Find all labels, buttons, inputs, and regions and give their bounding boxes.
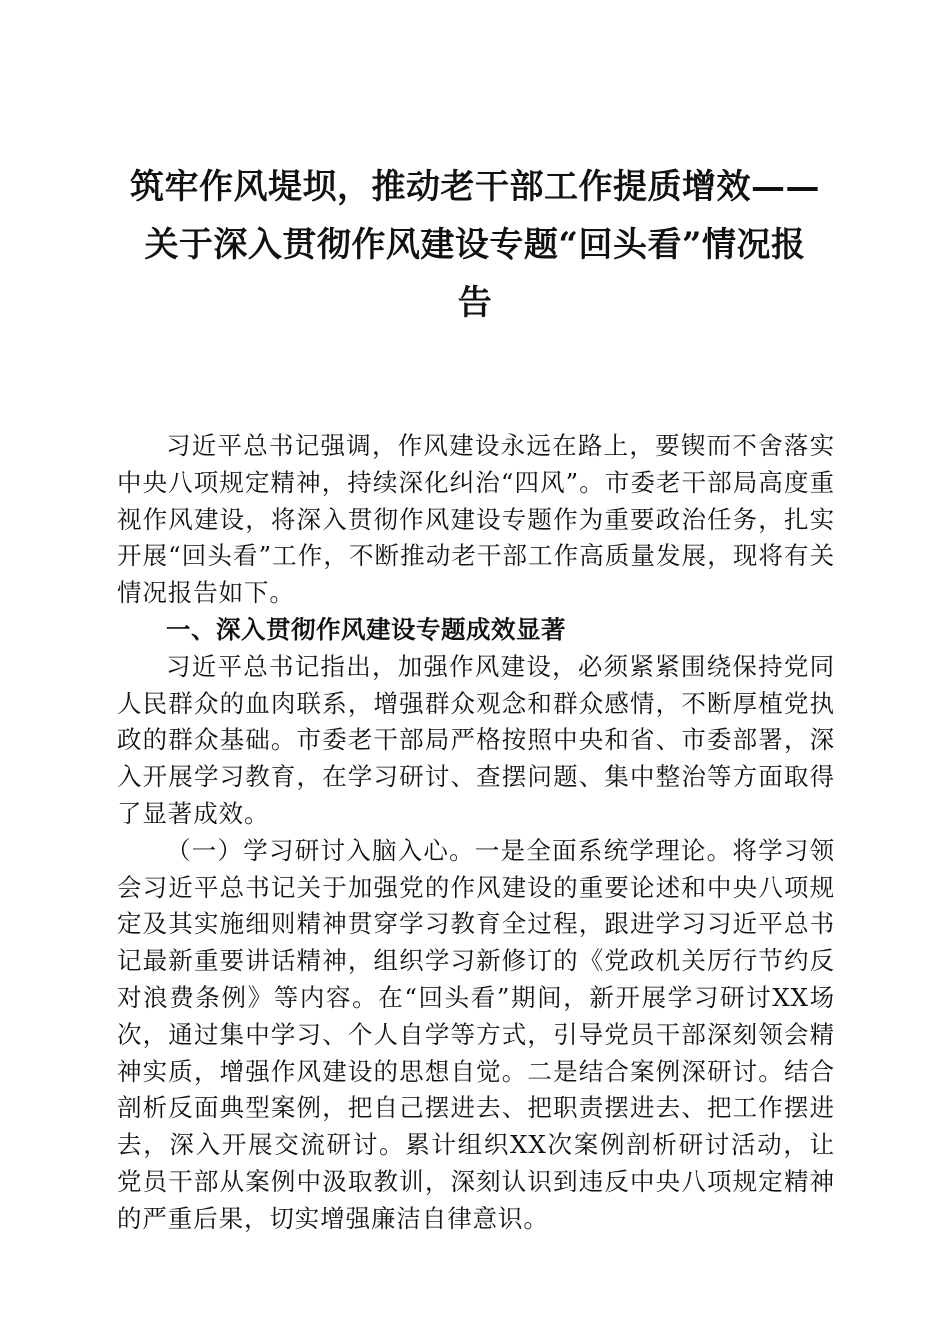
title-line-1: 筑牢作风堤坝，推动老干部工作提质增效——: [130, 167, 820, 207]
document-title: [100, 158, 850, 332]
subsection-1-text: 一是全面系统学理论。将学习领会习近平总书记关于加强党的作风建设的重要论述和中央八项规定及其实施细则精神贯穿学习教育全过程，跟进学习习近平总书记最新重要讲话精神，组织学习新修订的《党政机关厉行节约反对浪费条例》等内容。在“回头看”期间，新开展学习研讨XX场次，通过集中学习、个人自学等方式，引导党员干部深刻领会精神实质，增强作风建设的思想自觉。二是结合案例深研讨。结合剖析反面典型案例，把自己摆进去、把职责摆进去、把工作摆进去，深入开展交流研讨。累计组织XX次案例剖析研讨活动，让党员干部从案例中汲取教训，深刻认识到违反中央八项规定精神的严重后果，切实增强廉洁自律意识。: [117, 835, 835, 1233]
subsection-heading-1: （一）学习研讨入脑入心。: [166, 835, 475, 865]
intro-paragraph: 习近平总书记强调，作风建设永远在路上，要锲而不舍落实中央八项规定精神，持续深化纠治“四风”。市委老干部局高度重视作风建设，将深入贯彻作风建设专题作为重要政治任务，扎实开展“回头看”工作，不断推动老干部工作高质量发展，现将有关情况报告如下。: [117, 431, 835, 608]
subsection-1-paragraph: [117, 833, 835, 1238]
section-1-paragraph: 习近平总书记指出，加强作风建设，必须紧紧围绕保持党同人民群众的血肉联系，增强群众观念和群众感情，不断厚植党执政的群众基础。市委老干部局严格按照中央和省、市委部署，深入开展学习教育，在学习研讨、查摆问题、集中整治等方面取得了显著成效。: [117, 651, 835, 828]
document-body: [117, 428, 835, 1238]
section-heading-1: 一、深入贯彻作风建设专题成效显著: [166, 614, 566, 644]
title-line-2: 关于深入贯彻作风建设专题“回头看”情况报: [144, 225, 806, 265]
title-line-3: 告: [457, 283, 493, 323]
